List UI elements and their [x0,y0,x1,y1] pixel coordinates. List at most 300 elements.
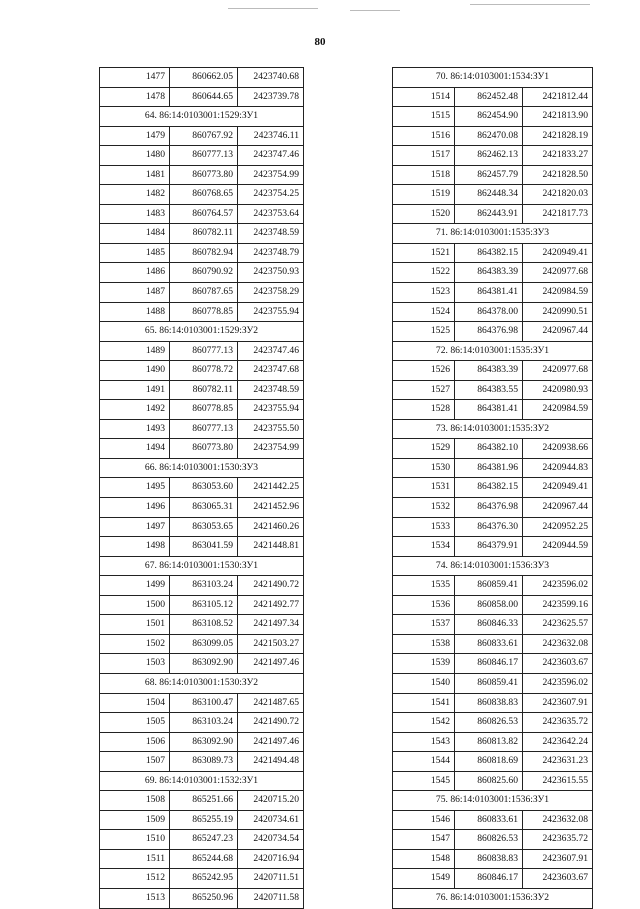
x-coordinate-cell: 862454.90 [455,107,523,127]
y-coordinate-cell: 2421442.25 [238,478,304,498]
y-coordinate-cell: 2420715.20 [238,791,304,811]
table-row [100,439,304,459]
table-row [393,830,593,850]
point-number-cell: 1530 [393,458,455,478]
y-coordinate-cell: 2423635.72 [523,713,593,733]
y-coordinate-cell: 2423739.78 [238,87,304,107]
y-coordinate-cell: 2423748.59 [238,380,304,400]
x-coordinate-cell: 865242.95 [170,869,238,889]
x-coordinate-cell: 860764.57 [170,204,238,224]
x-coordinate-cell: 864381.96 [455,458,523,478]
table-row [393,458,593,478]
x-coordinate-cell: 860778.85 [170,302,238,322]
y-coordinate-cell: 2423603.67 [523,869,593,889]
x-coordinate-cell: 863041.59 [170,537,238,557]
x-coordinate-cell: 860858.00 [455,595,523,615]
table-row [100,517,304,537]
point-number-cell: 1533 [393,517,455,537]
point-number-cell: 1492 [100,400,170,420]
section-header-row [393,791,593,811]
y-coordinate-cell: 2421497.46 [238,732,304,752]
point-number-cell: 1500 [100,595,170,615]
x-coordinate-cell: 860782.11 [170,380,238,400]
table-row [393,322,593,342]
y-coordinate-cell: 2423607.91 [523,849,593,869]
table-row [393,673,593,693]
point-number-cell: 1549 [393,869,455,889]
point-number-cell: 1480 [100,146,170,166]
y-coordinate-cell: 2421490.72 [238,576,304,596]
x-coordinate-cell: 864381.41 [455,283,523,303]
point-number-cell: 1537 [393,615,455,635]
y-coordinate-cell: 2420711.51 [238,869,304,889]
table-row [393,283,593,303]
y-coordinate-cell: 2420977.68 [523,263,593,283]
x-coordinate-cell: 862457.79 [455,165,523,185]
x-coordinate-cell: 864376.30 [455,517,523,537]
y-coordinate-cell: 2423642.24 [523,732,593,752]
x-coordinate-cell: 863053.60 [170,478,238,498]
y-coordinate-cell: 2420944.83 [523,458,593,478]
point-number-cell: 1495 [100,478,170,498]
table-row [100,713,304,733]
x-coordinate-cell: 863099.05 [170,634,238,654]
x-coordinate-cell: 860768.65 [170,185,238,205]
y-coordinate-cell: 2423755.50 [238,419,304,439]
y-coordinate-cell: 2423746.11 [238,126,304,146]
point-number-cell: 1499 [100,576,170,596]
point-number-cell: 1491 [100,380,170,400]
x-coordinate-cell: 860777.13 [170,341,238,361]
table-row [393,439,593,459]
x-coordinate-cell: 860782.11 [170,224,238,244]
section-header-row [100,556,304,576]
table-row [393,869,593,889]
x-coordinate-cell: 860777.13 [170,146,238,166]
y-coordinate-cell: 2421494.48 [238,752,304,772]
point-number-cell: 1510 [100,830,170,850]
x-coordinate-cell: 864381.41 [455,400,523,420]
table-row [100,224,304,244]
y-coordinate-cell: 2421452.96 [238,498,304,518]
parcel-section-title: 75. 86:14:0103001:1536:ЗУ1 [393,791,593,811]
table-row [393,302,593,322]
y-coordinate-cell: 2423599.16 [523,595,593,615]
table-row [100,361,304,381]
x-coordinate-cell: 860838.83 [455,693,523,713]
x-coordinate-cell: 860846.17 [455,654,523,674]
table-row [100,732,304,752]
section-header-row [100,107,304,127]
x-coordinate-cell: 863103.24 [170,713,238,733]
point-number-cell: 1488 [100,302,170,322]
y-coordinate-cell: 2421497.34 [238,615,304,635]
table-row [393,732,593,752]
point-number-cell: 1525 [393,322,455,342]
table-row [393,126,593,146]
x-coordinate-cell: 863089.73 [170,752,238,772]
x-coordinate-cell: 860773.80 [170,165,238,185]
x-coordinate-cell: 863053.65 [170,517,238,537]
point-number-cell: 1485 [100,243,170,263]
y-coordinate-cell: 2420952.25 [523,517,593,537]
x-coordinate-cell: 860833.61 [455,810,523,830]
table-row [393,595,593,615]
point-number-cell: 1489 [100,341,170,361]
x-coordinate-cell: 865247.23 [170,830,238,850]
y-coordinate-cell: 2421812.44 [523,87,593,107]
table-row [100,888,304,908]
y-coordinate-cell: 2423755.94 [238,400,304,420]
table-row [393,263,593,283]
point-number-cell: 1532 [393,498,455,518]
point-number-cell: 1543 [393,732,455,752]
table-row [393,204,593,224]
point-number-cell: 1513 [100,888,170,908]
x-coordinate-cell: 863108.52 [170,615,238,635]
y-coordinate-cell: 2420949.41 [523,478,593,498]
point-number-cell: 1494 [100,439,170,459]
table-row [100,380,304,400]
point-number-cell: 1542 [393,713,455,733]
table-row [393,752,593,772]
table-row [100,615,304,635]
parcel-section-title: 71. 86:14:0103001:1535:ЗУ3 [393,224,593,244]
y-coordinate-cell: 2423747.46 [238,341,304,361]
y-coordinate-cell: 2421820.03 [523,185,593,205]
x-coordinate-cell: 865255.19 [170,810,238,830]
table-row [393,654,593,674]
point-number-cell: 1481 [100,165,170,185]
y-coordinate-cell: 2420984.59 [523,400,593,420]
x-coordinate-cell: 860644.65 [170,87,238,107]
coordinates-table-right [392,67,593,909]
x-coordinate-cell: 860782.94 [170,243,238,263]
table-row [100,849,304,869]
y-coordinate-cell: 2420711.58 [238,888,304,908]
point-number-cell: 1484 [100,224,170,244]
y-coordinate-cell: 2420949.41 [523,243,593,263]
point-number-cell: 1538 [393,634,455,654]
point-number-cell: 1548 [393,849,455,869]
x-coordinate-cell: 860778.72 [170,361,238,381]
parcel-section-title: 67. 86:14:0103001:1530:ЗУ1 [100,556,304,576]
y-coordinate-cell: 2421490.72 [238,713,304,733]
point-number-cell: 1523 [393,283,455,303]
x-coordinate-cell: 864376.98 [455,322,523,342]
x-coordinate-cell: 864378.00 [455,302,523,322]
scan-speck [350,10,400,11]
x-coordinate-cell: 860846.17 [455,869,523,889]
y-coordinate-cell: 2423747.68 [238,361,304,381]
x-coordinate-cell: 864382.10 [455,439,523,459]
section-header-row [393,419,593,439]
y-coordinate-cell: 2423596.02 [523,673,593,693]
point-number-cell: 1496 [100,498,170,518]
point-number-cell: 1540 [393,673,455,693]
point-number-cell: 1487 [100,283,170,303]
table-row [100,869,304,889]
y-coordinate-cell: 2420980.93 [523,380,593,400]
table-row [393,634,593,654]
parcel-section-title: 69. 86:14:0103001:1532:ЗУ1 [100,771,304,791]
y-coordinate-cell: 2421817.73 [523,204,593,224]
coordinates-table-left [99,67,304,909]
y-coordinate-cell: 2423632.08 [523,634,593,654]
table-row [100,126,304,146]
point-number-cell: 1516 [393,126,455,146]
point-number-cell: 1486 [100,263,170,283]
y-coordinate-cell: 2421833.27 [523,146,593,166]
x-coordinate-cell: 860846.33 [455,615,523,635]
table-row [393,380,593,400]
table-row [393,400,593,420]
x-coordinate-cell: 860662.05 [170,68,238,88]
scan-speck [228,8,318,9]
table-row [393,87,593,107]
y-coordinate-cell: 2420967.44 [523,322,593,342]
table-row [393,537,593,557]
y-coordinate-cell: 2423596.02 [523,576,593,596]
table-row [393,478,593,498]
point-number-cell: 1535 [393,576,455,596]
table-row [100,498,304,518]
table-row [100,204,304,224]
point-number-cell: 1546 [393,810,455,830]
x-coordinate-cell: 860838.83 [455,849,523,869]
x-coordinate-cell: 860833.61 [455,634,523,654]
point-number-cell: 1493 [100,419,170,439]
point-number-cell: 1526 [393,361,455,381]
table-row [100,752,304,772]
table-row [100,146,304,166]
y-coordinate-cell: 2420734.61 [238,810,304,830]
point-number-cell: 1482 [100,185,170,205]
point-number-cell: 1507 [100,752,170,772]
y-coordinate-cell: 2420734.54 [238,830,304,850]
y-coordinate-cell: 2423754.25 [238,185,304,205]
parcel-section-title: 64. 86:14:0103001:1529:ЗУ1 [100,107,304,127]
x-coordinate-cell: 862448.34 [455,185,523,205]
table-row [100,68,304,88]
table-row [100,165,304,185]
x-coordinate-cell: 860773.80 [170,439,238,459]
point-number-cell: 1527 [393,380,455,400]
point-number-cell: 1483 [100,204,170,224]
section-header-row [100,458,304,478]
point-number-cell: 1477 [100,68,170,88]
parcel-section-title: 72. 86:14:0103001:1535:ЗУ1 [393,341,593,361]
table-row [100,595,304,615]
y-coordinate-cell: 2420984.59 [523,283,593,303]
y-coordinate-cell: 2420967.44 [523,498,593,518]
section-header-row [100,322,304,342]
section-header-row [393,224,593,244]
table-row [100,87,304,107]
table-row [393,107,593,127]
point-number-cell: 1539 [393,654,455,674]
point-number-cell: 1547 [393,830,455,850]
y-coordinate-cell: 2420716.94 [238,849,304,869]
x-coordinate-cell: 860813.82 [455,732,523,752]
table-row [100,185,304,205]
table-row [393,243,593,263]
table-row [100,478,304,498]
table-row [100,634,304,654]
point-number-cell: 1497 [100,517,170,537]
table-row [100,791,304,811]
point-number-cell: 1515 [393,107,455,127]
section-header-row [393,556,593,576]
section-header-row [100,673,304,693]
x-coordinate-cell: 864379.91 [455,537,523,557]
x-coordinate-cell: 860826.53 [455,713,523,733]
scan-speck [470,4,590,5]
y-coordinate-cell: 2423748.79 [238,243,304,263]
point-number-cell: 1478 [100,87,170,107]
table-row [393,576,593,596]
section-header-row [100,771,304,791]
point-number-cell: 1519 [393,185,455,205]
y-coordinate-cell: 2423753.64 [238,204,304,224]
parcel-section-title: 74. 86:14:0103001:1536:ЗУ3 [393,556,593,576]
table-row [100,283,304,303]
x-coordinate-cell: 864382.15 [455,243,523,263]
point-number-cell: 1498 [100,537,170,557]
x-coordinate-cell: 862452.48 [455,87,523,107]
table-row [100,810,304,830]
y-coordinate-cell: 2423748.59 [238,224,304,244]
x-coordinate-cell: 863100.47 [170,693,238,713]
y-coordinate-cell: 2420977.68 [523,361,593,381]
point-number-cell: 1479 [100,126,170,146]
y-coordinate-cell: 2421813.90 [523,107,593,127]
table-row [100,419,304,439]
section-header-row [393,341,593,361]
y-coordinate-cell: 2423740.68 [238,68,304,88]
point-number-cell: 1512 [100,869,170,889]
coordinates-table-right-body [393,68,593,909]
point-number-cell: 1511 [100,849,170,869]
point-number-cell: 1506 [100,732,170,752]
x-coordinate-cell: 864376.98 [455,498,523,518]
y-coordinate-cell: 2423635.72 [523,830,593,850]
table-row [393,615,593,635]
point-number-cell: 1514 [393,87,455,107]
x-coordinate-cell: 863092.90 [170,732,238,752]
point-number-cell: 1520 [393,204,455,224]
parcel-section-title: 66. 86:14:0103001:1530:ЗУ3 [100,458,304,478]
point-number-cell: 1534 [393,537,455,557]
point-number-cell: 1501 [100,615,170,635]
parcel-section-title: 73. 86:14:0103001:1535:ЗУ2 [393,419,593,439]
table-row [100,693,304,713]
x-coordinate-cell: 860787.65 [170,283,238,303]
x-coordinate-cell: 860777.13 [170,419,238,439]
y-coordinate-cell: 2423631.23 [523,752,593,772]
y-coordinate-cell: 2423755.94 [238,302,304,322]
x-coordinate-cell: 865244.68 [170,849,238,869]
point-number-cell: 1508 [100,791,170,811]
point-number-cell: 1490 [100,361,170,381]
y-coordinate-cell: 2421487.65 [238,693,304,713]
x-coordinate-cell: 863103.24 [170,576,238,596]
x-coordinate-cell: 860767.92 [170,126,238,146]
x-coordinate-cell: 860790.92 [170,263,238,283]
x-coordinate-cell: 865251.66 [170,791,238,811]
y-coordinate-cell: 2421503.27 [238,634,304,654]
table-row [393,498,593,518]
table-row [393,713,593,733]
table-row [100,654,304,674]
parcel-section-title: 70. 86:14:0103001:1534:ЗУ1 [393,68,593,88]
x-coordinate-cell: 860778.85 [170,400,238,420]
table-row [393,146,593,166]
y-coordinate-cell: 2423754.99 [238,439,304,459]
table-row [100,830,304,850]
y-coordinate-cell: 2420944.59 [523,537,593,557]
point-number-cell: 1518 [393,165,455,185]
y-coordinate-cell: 2420938.66 [523,439,593,459]
y-coordinate-cell: 2423758.29 [238,283,304,303]
point-number-cell: 1521 [393,243,455,263]
parcel-section-title: 68. 86:14:0103001:1530:ЗУ2 [100,673,304,693]
x-coordinate-cell: 863105.12 [170,595,238,615]
x-coordinate-cell: 864383.55 [455,380,523,400]
table-row [393,771,593,791]
point-number-cell: 1504 [100,693,170,713]
x-coordinate-cell: 860859.41 [455,576,523,596]
x-coordinate-cell: 860825.60 [455,771,523,791]
table-row [393,810,593,830]
x-coordinate-cell: 864383.39 [455,263,523,283]
coordinates-table-left-body [100,68,304,909]
point-number-cell: 1503 [100,654,170,674]
y-coordinate-cell: 2420990.51 [523,302,593,322]
table-row [393,361,593,381]
x-coordinate-cell: 862470.08 [455,126,523,146]
y-coordinate-cell: 2421828.19 [523,126,593,146]
y-coordinate-cell: 2421448.81 [238,537,304,557]
point-number-cell: 1502 [100,634,170,654]
table-row [100,400,304,420]
y-coordinate-cell: 2421492.77 [238,595,304,615]
point-number-cell: 1517 [393,146,455,166]
point-number-cell: 1531 [393,478,455,498]
point-number-cell: 1541 [393,693,455,713]
y-coordinate-cell: 2423750.93 [238,263,304,283]
x-coordinate-cell: 860818.69 [455,752,523,772]
x-coordinate-cell: 864383.39 [455,361,523,381]
point-number-cell: 1528 [393,400,455,420]
table-row [100,576,304,596]
parcel-section-title: 76. 86:14:0103001:1536:ЗУ2 [393,888,593,908]
point-number-cell: 1544 [393,752,455,772]
table-row [100,243,304,263]
x-coordinate-cell: 863092.90 [170,654,238,674]
page-number: 80 [314,36,326,48]
section-header-row [393,68,593,88]
x-coordinate-cell: 863065.31 [170,498,238,518]
y-coordinate-cell: 2423625.57 [523,615,593,635]
x-coordinate-cell: 865250.96 [170,888,238,908]
y-coordinate-cell: 2423632.08 [523,810,593,830]
point-number-cell: 1536 [393,595,455,615]
parcel-section-title: 65. 86:14:0103001:1529:ЗУ2 [100,322,304,342]
y-coordinate-cell: 2421497.46 [238,654,304,674]
table-row [393,165,593,185]
y-coordinate-cell: 2421828.50 [523,165,593,185]
